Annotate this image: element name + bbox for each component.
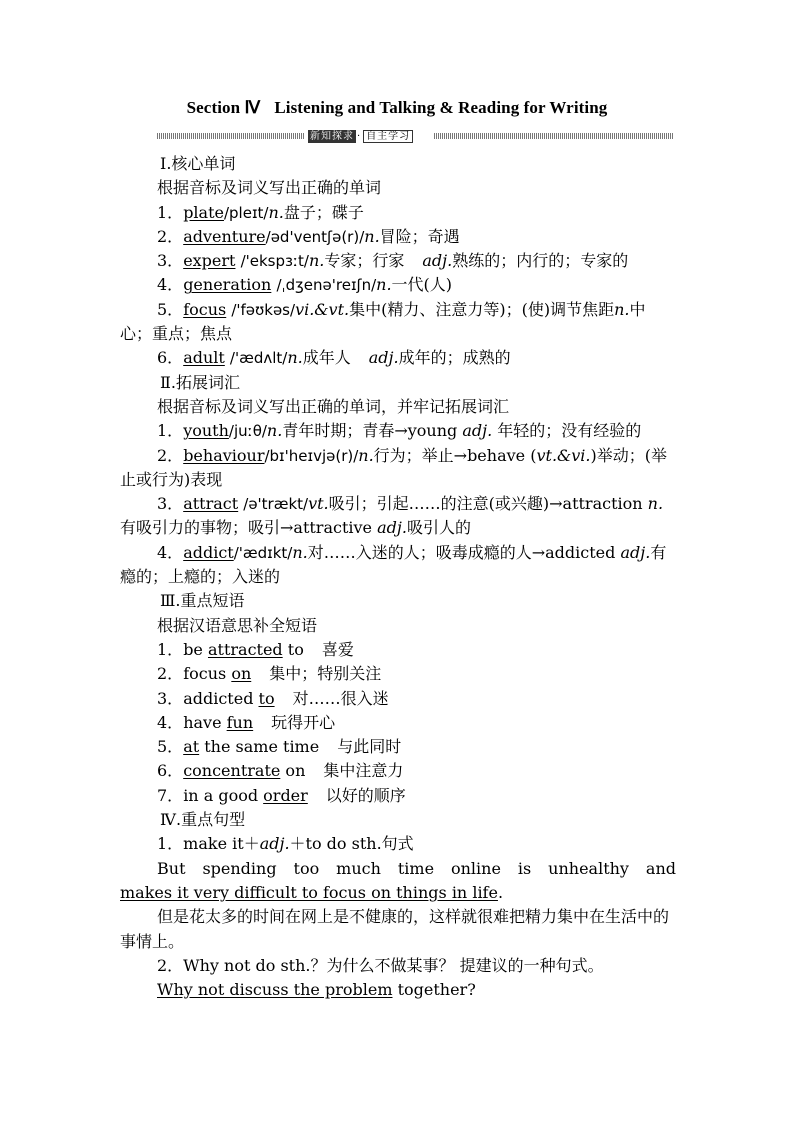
answer: adult [183,348,225,368]
answer: concentrate [183,761,281,781]
part2-item-2: 2．behaviour/bɪ'heɪvjə(r)/n.行为；举止→behave (vt.&vi.)举动；(举止或行为)表现 [120,445,668,489]
phrase-item: 6．concentrate on 集中注意力 [157,761,404,781]
answer: expert [183,251,236,271]
part2-item-3: 3．attract /ə'trækt/vt.吸引；引起……的注意(或兴趣)→attraction n.有吸引力的事物；吸引→attractive adj.吸引人的 [120,494,664,538]
part1-heading: Ⅰ.核心单词 [160,154,236,173]
part1-item-2: 2．adventure/əd'ventʃə(r)/n.冒险；奇遇 [157,226,460,246]
part2-item-4: 4．addict/'ædɪkt/n.对……入迷的人；吸毒成瘾的人→addicted adj.有瘾的；上瘾的；入迷的 [120,542,667,587]
part3-instruction: 根据汉语意思补全短语 [157,615,318,635]
answer: behaviour [183,445,265,465]
phrase-item: 7．in a good order 以好的顺序 [157,785,406,805]
part2-instruction: 根据音标及词义写出正确的单词，并牢记拓展词汇 [157,396,510,416]
sentence2-example: Why not discuss the problem together? [157,980,476,1000]
sentence1-line2: makes it very difficult to focus on things in life. [120,882,504,902]
answer: plate [183,202,224,222]
part1-item-4: 4．generation /ˌdʒenə'reɪʃn/n.一代(人) [157,275,453,295]
answer: attracted [207,639,283,659]
answer: order [263,785,308,805]
sentence2-head: 2．Why not do sth.？为什么不做某事？ 提建议的一种句式。 [157,955,604,975]
answer: addict [183,542,234,562]
answer: to [258,688,275,708]
answer: on [231,664,252,684]
section-banner [157,129,674,143]
answer: Why not discuss the problem [157,980,393,1000]
phrase-item: 4．have fun 玩得开心 [157,712,336,732]
banner-tag: 新知探求 · 自主学习 [308,129,413,143]
phrase-item: 1．be attracted to 喜爱 [157,639,354,659]
part2-item-1: 1．youth/juːθ/n.青年时期；青春→young adj. 年轻的；没有经验的 [157,421,642,441]
banner-rule-right [434,133,674,139]
section-title [0,98,794,118]
answer: focus [183,299,227,319]
sentence1-translation: 但是花太多的时间在网上是不健康的，这样就很难把精力集中在生活中的事情上。 [120,907,670,951]
answer: makes it very difficult to focus on things in life [120,882,498,902]
sentence1-line1: But spending too much time online is unhealthy and [157,858,676,878]
part1-item-1: 1．plate/pleɪt/n.盘子；碟子 [157,202,364,222]
answer: at [183,737,200,757]
part3-heading: Ⅲ.重点短语 [160,591,245,611]
worksheet-content [120,152,676,1002]
banner-rule-left [157,133,305,139]
part1-item-6: 6．adult /'ædʌlt/n.成年人 adj.成年的；成熟的 [157,348,511,368]
phrase-item: 3．addicted to 对……很入迷 [157,688,389,708]
answer: fun [226,712,254,732]
answer: generation [183,275,272,295]
phrase-item: 2．focus on 集中；特别关注 [157,664,382,684]
part2-heading: Ⅱ.拓展词汇 [160,372,240,392]
phrase-item: 5．at the same time 与此同时 [157,737,402,757]
sentence1-head: 1．make it＋adj.＋to do sth.句式 [157,834,414,854]
section-label: Section Ⅳ [186,98,261,117]
part1-item-3: 3．expert /'ekspɜːt/n.专家；行家 adj.熟练的；内行的；专家的 [157,251,629,271]
banner-tag-left: 新知探求 [310,130,354,142]
answer: adventure [183,226,266,246]
part1-instruction: 根据音标及词义写出正确的单词 [157,178,382,198]
section-subtitle: Listening and Talking & Reading for Writing [274,98,608,117]
banner-tag-right: 自主学习 [363,130,413,143]
part1-item-5: 5．focus /'fəʊkəs/vi.&vt.集中(精力、注意力等)；(使)调节焦距n.中心；重点；焦点 [120,299,646,344]
answer: attract [183,494,239,514]
answer: youth [183,421,229,441]
part4-heading: Ⅳ.重点句型 [160,810,246,830]
